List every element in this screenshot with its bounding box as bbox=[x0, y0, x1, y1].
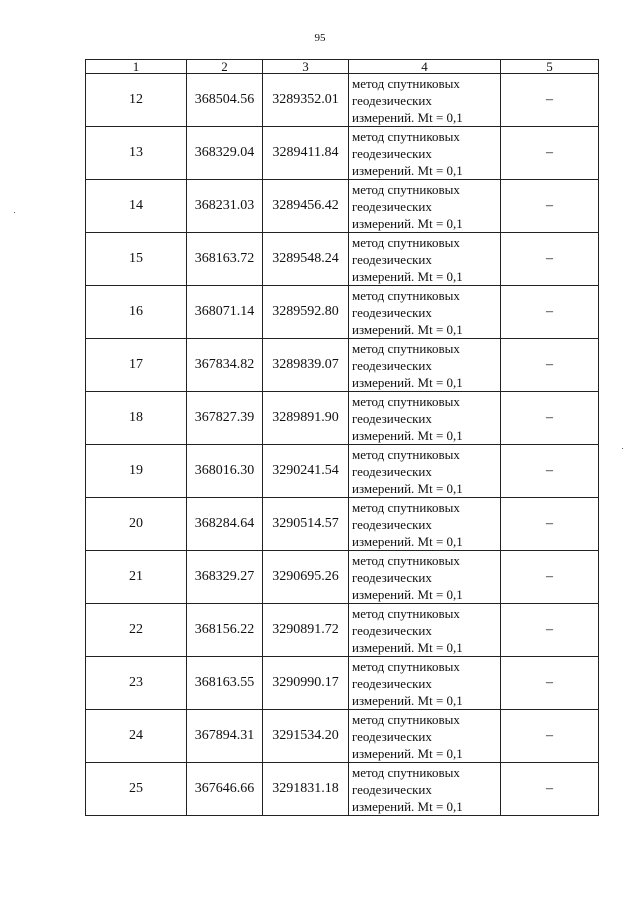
table-row bbox=[86, 392, 599, 445]
table-row bbox=[86, 233, 599, 286]
y-coordinate-cell: 3291534.20 bbox=[263, 710, 349, 763]
table-row bbox=[86, 286, 599, 339]
header-col-4: 4 bbox=[349, 60, 501, 74]
x-coordinate-cell: 367646.66 bbox=[187, 763, 263, 816]
point-number-cell: 13 bbox=[86, 127, 187, 180]
note-cell: – bbox=[501, 604, 599, 657]
note-cell: – bbox=[501, 445, 599, 498]
method-cell: метод спутниковых геодезических измерений. Mt = 0,1 bbox=[349, 445, 501, 498]
table-row bbox=[86, 604, 599, 657]
y-coordinate-cell: 3290695.26 bbox=[263, 551, 349, 604]
note-cell: – bbox=[501, 127, 599, 180]
x-coordinate-cell: 368163.55 bbox=[187, 657, 263, 710]
method-cell: метод спутниковых геодезических измерений. Mt = 0,1 bbox=[349, 551, 501, 604]
method-cell: метод спутниковых геодезических измерений. Mt = 0,1 bbox=[349, 339, 501, 392]
point-number-cell: 16 bbox=[86, 286, 187, 339]
note-cell: – bbox=[501, 180, 599, 233]
x-coordinate-cell: 368504.56 bbox=[187, 74, 263, 127]
method-cell: метод спутниковых геодезических измерений. Mt = 0,1 bbox=[349, 392, 501, 445]
point-number-cell: 22 bbox=[86, 604, 187, 657]
coordinates-table bbox=[85, 59, 599, 816]
y-coordinate-cell: 3289592.80 bbox=[263, 286, 349, 339]
method-cell: метод спутниковых геодезических измерений. Mt = 0,1 bbox=[349, 604, 501, 657]
note-cell: – bbox=[501, 763, 599, 816]
point-number-cell: 24 bbox=[86, 710, 187, 763]
method-cell: метод спутниковых геодезических измерений. Mt = 0,1 bbox=[349, 233, 501, 286]
table-row bbox=[86, 445, 599, 498]
note-cell: – bbox=[501, 74, 599, 127]
table-body bbox=[86, 74, 599, 816]
header-col-1: 1 bbox=[86, 60, 187, 74]
method-cell: метод спутниковых геодезических измерений. Mt = 0,1 bbox=[349, 763, 501, 816]
y-coordinate-cell: 3290891.72 bbox=[263, 604, 349, 657]
y-coordinate-cell: 3289548.24 bbox=[263, 233, 349, 286]
method-cell: метод спутниковых геодезических измерений. Mt = 0,1 bbox=[349, 180, 501, 233]
header-col-2: 2 bbox=[187, 60, 263, 74]
note-cell: – bbox=[501, 286, 599, 339]
x-coordinate-cell: 368163.72 bbox=[187, 233, 263, 286]
table-row bbox=[86, 180, 599, 233]
y-coordinate-cell: 3289839.07 bbox=[263, 339, 349, 392]
header-col-3: 3 bbox=[263, 60, 349, 74]
table-row bbox=[86, 339, 599, 392]
table-row bbox=[86, 74, 599, 127]
point-number-cell: 17 bbox=[86, 339, 187, 392]
x-coordinate-cell: 367894.31 bbox=[187, 710, 263, 763]
x-coordinate-cell: 368071.14 bbox=[187, 286, 263, 339]
note-cell: – bbox=[501, 498, 599, 551]
note-cell: – bbox=[501, 657, 599, 710]
table-header-row bbox=[86, 60, 599, 74]
table-row bbox=[86, 763, 599, 816]
point-number-cell: 25 bbox=[86, 763, 187, 816]
note-cell: – bbox=[501, 710, 599, 763]
point-number-cell: 23 bbox=[86, 657, 187, 710]
point-number-cell: 21 bbox=[86, 551, 187, 604]
point-number-cell: 14 bbox=[86, 180, 187, 233]
y-coordinate-cell: 3289456.42 bbox=[263, 180, 349, 233]
x-coordinate-cell: 368329.04 bbox=[187, 127, 263, 180]
y-coordinate-cell: 3290241.54 bbox=[263, 445, 349, 498]
x-coordinate-cell: 367834.82 bbox=[187, 339, 263, 392]
table-row bbox=[86, 657, 599, 710]
method-cell: метод спутниковых геодезических измерений. Mt = 0,1 bbox=[349, 127, 501, 180]
scan-speck bbox=[622, 448, 623, 449]
x-coordinate-cell: 368329.27 bbox=[187, 551, 263, 604]
page-number: 95 bbox=[314, 32, 326, 44]
y-coordinate-cell: 3289891.90 bbox=[263, 392, 349, 445]
y-coordinate-cell: 3290990.17 bbox=[263, 657, 349, 710]
y-coordinate-cell: 3291831.18 bbox=[263, 763, 349, 816]
y-coordinate-cell: 3290514.57 bbox=[263, 498, 349, 551]
point-number-cell: 19 bbox=[86, 445, 187, 498]
note-cell: – bbox=[501, 233, 599, 286]
x-coordinate-cell: 367827.39 bbox=[187, 392, 263, 445]
point-number-cell: 12 bbox=[86, 74, 187, 127]
method-cell: метод спутниковых геодезических измерений. Mt = 0,1 bbox=[349, 286, 501, 339]
method-cell: метод спутниковых геодезических измерений. Mt = 0,1 bbox=[349, 498, 501, 551]
table-row bbox=[86, 710, 599, 763]
method-cell: метод спутниковых геодезических измерений. Mt = 0,1 bbox=[349, 710, 501, 763]
point-number-cell: 20 bbox=[86, 498, 187, 551]
y-coordinate-cell: 3289352.01 bbox=[263, 74, 349, 127]
table-row bbox=[86, 551, 599, 604]
method-cell: метод спутниковых геодезических измерений. Mt = 0,1 bbox=[349, 657, 501, 710]
header-col-5: 5 bbox=[501, 60, 599, 74]
table-row bbox=[86, 498, 599, 551]
point-number-cell: 18 bbox=[86, 392, 187, 445]
x-coordinate-cell: 368284.64 bbox=[187, 498, 263, 551]
point-number-cell: 15 bbox=[86, 233, 187, 286]
note-cell: – bbox=[501, 392, 599, 445]
note-cell: – bbox=[501, 339, 599, 392]
x-coordinate-cell: 368231.03 bbox=[187, 180, 263, 233]
method-cell: метод спутниковых геодезических измерений. Mt = 0,1 bbox=[349, 74, 501, 127]
table-row bbox=[86, 127, 599, 180]
y-coordinate-cell: 3289411.84 bbox=[263, 127, 349, 180]
note-cell: – bbox=[501, 551, 599, 604]
x-coordinate-cell: 368156.22 bbox=[187, 604, 263, 657]
scan-speck bbox=[14, 212, 15, 213]
x-coordinate-cell: 368016.30 bbox=[187, 445, 263, 498]
